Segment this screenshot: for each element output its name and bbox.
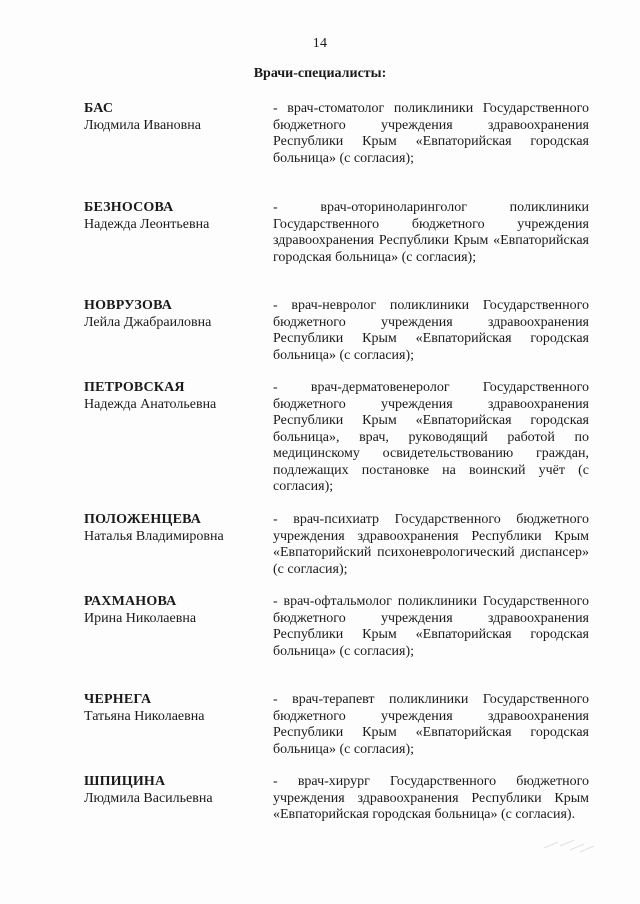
role-description: - врач-хирург Государственного бюджетного учреждения здравоохранения Республики Крым «Евпаторийская городская больница» (с согласия). (273, 774, 589, 822)
role-description: - врач-психиатр Государственного бюджетного учреждения здравоохранения Республики Крым «Евпаторийский психоневрологический диспансер» (с согласия); (273, 512, 589, 577)
surname: БЕЗНОСОВА (84, 200, 174, 215)
person-name (84, 774, 264, 807)
surname: НОВРУЗОВА (84, 298, 173, 313)
surname: БАС (84, 101, 114, 116)
person-name (84, 594, 264, 627)
given-names: Надежда Леонтьевна (84, 216, 210, 232)
surname: ЧЕРНЕГА (84, 692, 152, 707)
surname: ШПИЦИНА (84, 774, 166, 789)
role-description: - врач-терапевт поликлиники Государственного бюджетного учреждения здравоохранения Республики Крым «Евпаторийская городская больница» (с согласия); (273, 692, 589, 757)
role-description: - врач-невролог поликлиники Государственного бюджетного учреждения здравоохранения Республики Крым «Евпаторийская городская больница» (с согласия); (273, 298, 589, 363)
given-names: Лейла Джабраиловна (84, 314, 212, 330)
given-names: Людмила Васильевна (84, 790, 213, 806)
person-name (84, 298, 264, 331)
surname: ПЕТРОВСКАЯ (84, 380, 185, 395)
role-description: - врач-офтальмолог поликлиники Государственного бюджетного учреждения здравоохранения Республики Крым «Евпаторийская городская больница» (с согласия); (273, 594, 589, 659)
given-names: Татьяна Николаевна (84, 708, 205, 724)
role-description: - врач-дерматовенеролог Государственного бюджетного учреждения здравоохранения Республики Крым «Евпаторийская городская больница», врач, руководящий работой по медицинскому освидетельствованию граждан, подлежащих постановке на воинский учёт (с согласия); (273, 380, 589, 494)
surname: РАХМАНОВА (84, 594, 177, 609)
section-heading: Врачи-специалисты: (253, 66, 387, 81)
person-name (84, 380, 264, 413)
surname: ПОЛОЖЕНЦЕВА (84, 512, 202, 527)
given-names: Наталья Владимировна (84, 528, 224, 544)
role-description: - врач-стоматолог поликлиники Государственного бюджетного учреждения здравоохранения Республики Крым «Евпаторийская городская больница» (с согласия); (273, 101, 589, 166)
person-name (84, 512, 264, 545)
given-names: Надежда Анатольевна (84, 396, 217, 412)
role-description: - врач-оториноларинголог поликлиники Государственного бюджетного учреждения здравоохранения Республики Крым «Евпаторийская городская больница» (с согласия); (273, 200, 589, 265)
person-name (84, 101, 264, 134)
given-names: Людмила Ивановна (84, 117, 201, 133)
given-names: Ирина Николаевна (84, 610, 197, 626)
scan-artifact (540, 832, 600, 856)
page-number: 14 (312, 36, 328, 51)
person-name (84, 200, 264, 233)
person-name (84, 692, 264, 725)
